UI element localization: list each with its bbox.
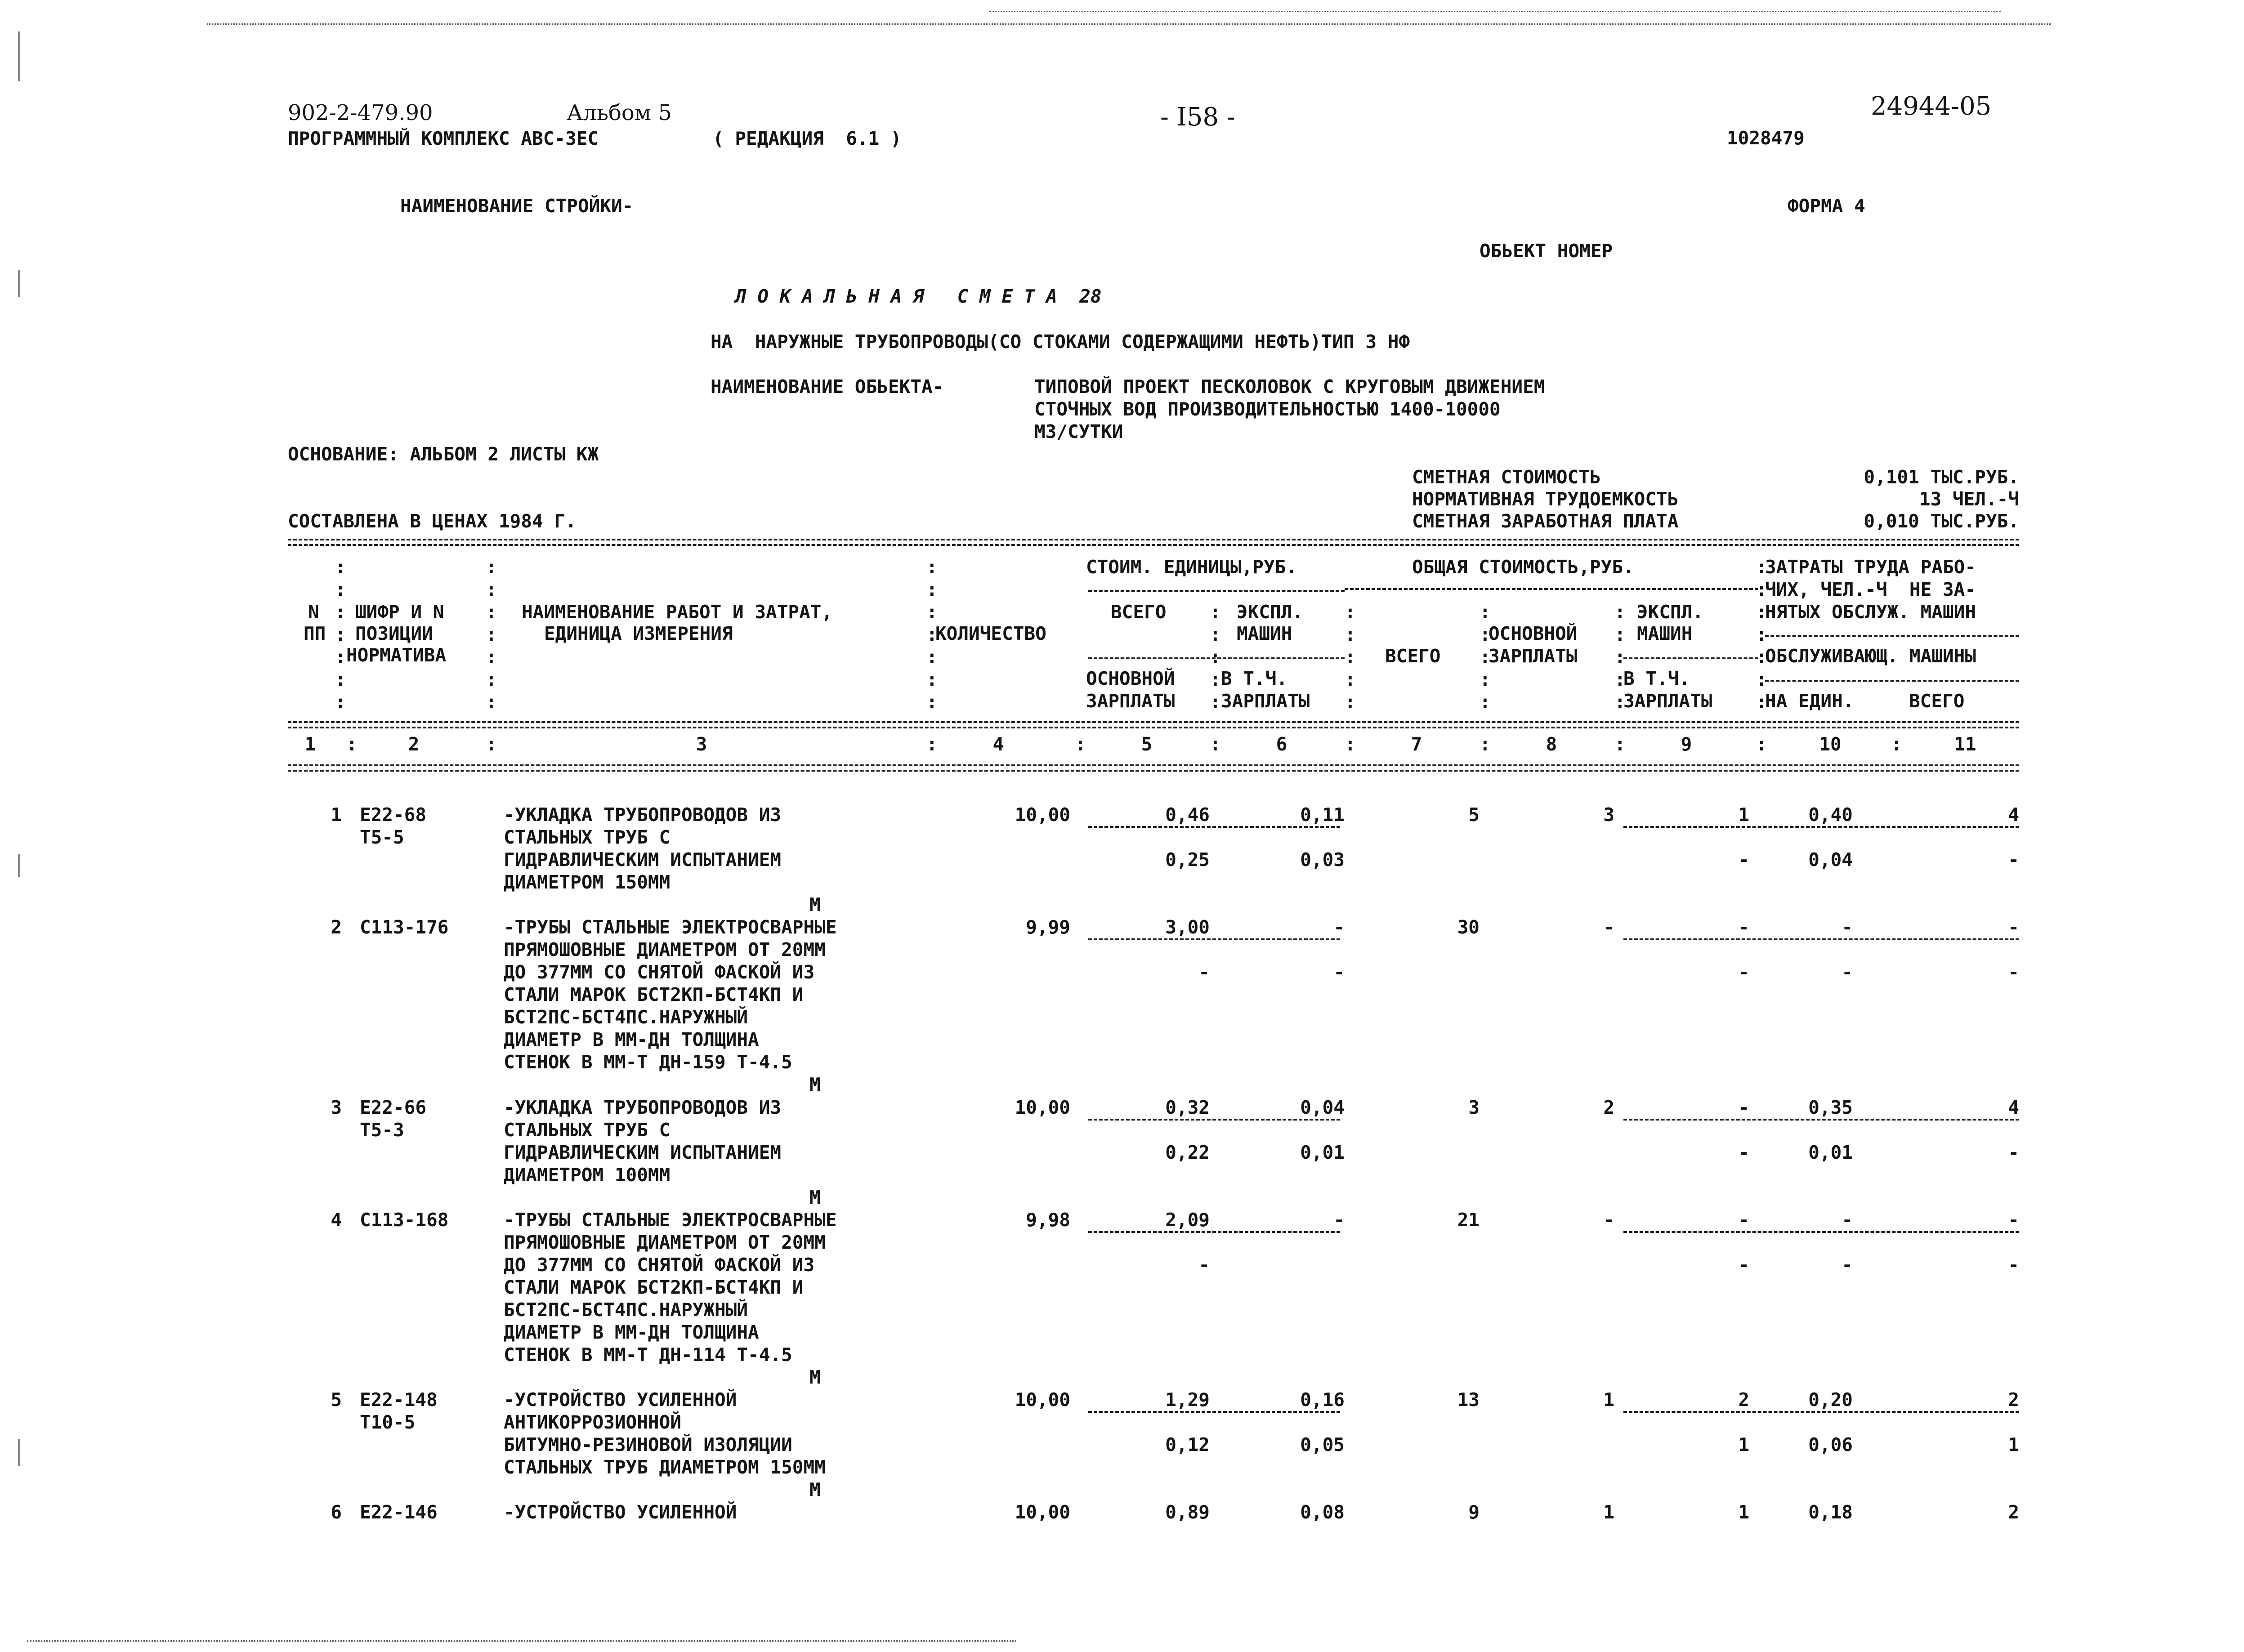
header-col1: N	[308, 601, 319, 623]
table-rule	[1765, 635, 2019, 637]
row-name: ГИДРАВЛИЧЕСКИМ ИСПЫТАНИЕМ	[504, 849, 782, 871]
column-number: 3	[696, 733, 707, 755]
row-labor-unit: 0,06	[1808, 1434, 1853, 1456]
row-quantity: 10,00	[1015, 1501, 1070, 1523]
row-labor-total: 1	[2008, 1434, 2019, 1456]
row-labor-total: 2	[2008, 1501, 2019, 1523]
row-unit: М	[809, 894, 821, 915]
row-name: ГИДРАВЛИЧЕСКИМ ИСПЫТАНИЕМ	[504, 1142, 782, 1163]
row-labor-unit: -	[1842, 916, 1853, 938]
summary-value: 0,101 ТЫС.РУБ.	[1864, 466, 2019, 488]
summary-label: СМЕТНАЯ ЗАРАБОТНАЯ ПЛАТА	[1412, 510, 1679, 532]
row-unit-incl-wage: 0,03	[1300, 849, 1345, 871]
prices-year-label: СОСТАВЛЕНА В ЦЕНАХ 1984 Г.	[288, 510, 577, 532]
table-rule	[288, 539, 2019, 540]
header-unit-cost: СТОИМ. ЕДИНИЦЫ,РУБ.	[1086, 556, 1297, 578]
row-name: СТЕНОК В ММ-Т ДН-114 Т-4.5	[504, 1344, 792, 1366]
object-name-line: М3/СУТКИ	[1034, 421, 1123, 442]
stamp-number: 24944-05	[1871, 92, 1992, 121]
row-name: ДО 377ММ СО СНЯТОЙ ФАСКОЙ ИЗ	[504, 1254, 815, 1276]
row-name: СТАЛЬНЫХ ТРУБ С	[504, 1119, 671, 1141]
column-separator: :	[1614, 733, 1626, 755]
row-code: С113-168	[360, 1209, 449, 1231]
cell-divider	[1623, 1231, 2019, 1233]
row-unit-machines: 0,16	[1300, 1389, 1345, 1411]
row-unit-base-wage: 0,22	[1165, 1142, 1210, 1163]
column-number: 5	[1141, 733, 1153, 755]
row-code: С113-176	[360, 916, 449, 938]
column-separator: : : : : : : :	[486, 556, 497, 713]
header-col3: НАИМЕНОВАНИЕ РАБОТ И ЗАТРАТ,	[522, 601, 833, 623]
row-labor-unit: -	[1842, 961, 1853, 983]
page-number: - I58 -	[1160, 103, 1235, 132]
row-labor-total: -	[2008, 916, 2019, 938]
header-total-base-wage: ОСНОВНОЙ	[1489, 623, 1578, 644]
page-title: Л О К А Л Ь Н А Я С М Е Т А 28	[735, 286, 1102, 307]
object-name-line: ТИПОВОЙ ПРОЕКТ ПЕСКОЛОВОК С КРУГОВЫМ ДВИЖЕНИЕМ	[1034, 376, 1545, 397]
left-binding-mark	[18, 31, 20, 81]
row-total-incl-wage: -	[1738, 961, 1749, 983]
header-total-incl-wage: В Т.Ч.	[1623, 668, 1690, 689]
row-code: Е22-146	[360, 1501, 438, 1523]
header-labor-per-unit: НА ЕДИН.	[1765, 690, 1854, 712]
column-separator: :	[1756, 733, 1767, 755]
table-rule	[1345, 588, 1758, 590]
header-labor: ЗАТРАТЫ ТРУДА РАБО-	[1765, 556, 1976, 578]
header-quantity: КОЛИЧЕСТВО	[935, 623, 1046, 644]
row-labor-total: -	[2008, 961, 2019, 983]
header-total-all: ВСЕГО	[1385, 645, 1441, 667]
column-separator: :	[346, 733, 358, 755]
table-rule	[288, 544, 2019, 546]
row-total-base-wage: -	[1603, 1209, 1614, 1231]
program-name: ПРОГРАММНЫЙ КОМПЛЕКС АВС-3ЕС	[288, 128, 599, 149]
row-labor-total: 2	[2008, 1389, 2019, 1411]
header-unit-total: ВСЕГО	[1111, 601, 1167, 623]
row-quantity: 10,00	[1015, 1389, 1070, 1411]
row-total-incl-wage: 1	[1738, 1434, 1749, 1456]
row-name: ДИАМЕТРОМ 100ММ	[504, 1164, 671, 1186]
column-number: 4	[992, 733, 1004, 755]
table-rule	[1765, 680, 2019, 682]
construction-label: НАИМЕНОВАНИЕ СТРОЙКИ-	[400, 195, 634, 217]
row-unit-incl-wage: 0,01	[1300, 1142, 1345, 1163]
row-total-machines: 1	[1738, 804, 1749, 826]
row-total-machines: -	[1738, 1097, 1749, 1118]
row-code: Т5-5	[360, 826, 404, 848]
cell-divider	[1088, 1119, 1340, 1121]
row-labor-unit: 0,01	[1808, 1142, 1853, 1163]
row-labor-unit: 0,18	[1808, 1501, 1853, 1523]
row-unit-base-wage: -	[1198, 1254, 1210, 1276]
left-binding-mark	[18, 270, 20, 297]
row-name: -УСТРОЙСТВО УСИЛЕННОЙ	[504, 1389, 737, 1411]
cell-divider	[1088, 938, 1340, 940]
row-number: 1	[331, 804, 342, 826]
row-code: Т10-5	[360, 1411, 416, 1433]
summary-label: НОРМАТИВНАЯ ТРУДОЕМКОСТЬ	[1412, 488, 1679, 510]
row-total-all: 5	[1468, 804, 1480, 826]
row-total-incl-wage: -	[1738, 1254, 1749, 1276]
row-unit-total: 1,29	[1165, 1389, 1210, 1411]
row-name: ДИАМЕТР В ММ-ДН ТОЛЩИНА	[504, 1029, 759, 1050]
column-separator: :	[926, 733, 938, 755]
row-total-all: 30	[1457, 916, 1480, 938]
header-labor: НЯТЫХ ОБСЛУЖ. МАШИН	[1765, 601, 1976, 623]
header-col2: ПОЗИЦИИ	[355, 623, 433, 644]
column-separator: :	[1891, 733, 1902, 755]
object-name-label: НАИМЕНОВАНИЕ ОБЬЕКТА-	[711, 376, 944, 397]
column-separator: :	[1345, 733, 1356, 755]
page-subtitle: НА НАРУЖНЫЕ ТРУБОПРОВОДЫ(СО СТОКАМИ СОДЕРЖАЩИМИ НЕФТЬ)ТИП 3 НФ	[711, 331, 1410, 353]
row-total-incl-wage: -	[1738, 1142, 1749, 1163]
top-scan-line	[207, 23, 2051, 25]
column-separator: :	[1210, 733, 1221, 755]
header-labor: ЧИХ, ЧЕЛ.-Ч НЕ ЗА-	[1765, 579, 1976, 600]
row-total-base-wage: -	[1603, 916, 1614, 938]
row-unit: М	[809, 1479, 821, 1500]
row-number: 4	[331, 1209, 342, 1231]
header-unit-base-wage: ЗАРПЛАТЫ	[1086, 690, 1175, 712]
doc-id: 1028479	[1727, 127, 1805, 149]
column-number: 6	[1276, 733, 1287, 755]
header-labor-total: ВСЕГО	[1909, 690, 1965, 712]
row-labor-total: 4	[2008, 1097, 2019, 1118]
row-unit-total: 3,00	[1165, 916, 1210, 938]
row-name: СТАЛИ МАРОК БСТ2КП-БСТ4КП И	[504, 984, 804, 1005]
cell-divider	[1088, 1231, 1340, 1233]
header-col2: ШИФР И N	[355, 601, 444, 623]
column-number: 2	[408, 733, 420, 755]
header-total-machines: ЭКСПЛ.	[1637, 601, 1704, 623]
object-name-line: СТОЧНЫХ ВОД ПРОИЗВОДИТЕЛЬНОСТЬЮ 1400-10000	[1034, 398, 1501, 420]
album-label: Альбом 5	[567, 100, 672, 125]
row-total-all: 9	[1468, 1501, 1480, 1523]
header-unit-incl-wage: В Т.Ч.	[1221, 668, 1288, 689]
column-number: 10	[1819, 733, 1842, 755]
row-number: 5	[331, 1389, 342, 1411]
column-separator: :	[1480, 733, 1491, 755]
row-unit: М	[809, 1187, 821, 1208]
row-unit: М	[809, 1366, 821, 1388]
row-quantity: 9,98	[1026, 1209, 1070, 1231]
table-rule	[1088, 590, 1345, 592]
row-unit-machines: -	[1333, 916, 1345, 938]
row-unit-machines: -	[1333, 1209, 1345, 1231]
row-labor-unit: 0,40	[1808, 804, 1853, 826]
row-name: БСТ2ПС-БСТ4ПС.НАРУЖНЫЙ	[504, 1299, 748, 1321]
table-rule	[288, 727, 2019, 728]
column-number: 9	[1681, 733, 1692, 755]
column-separator: : : : : :	[1480, 601, 1491, 713]
row-unit-machines: 0,11	[1300, 804, 1345, 826]
row-name: -ТРУБЫ СТАЛЬНЫЕ ЭЛЕКТРОСВАРНЫЕ	[504, 1209, 837, 1231]
column-separator: : : : : : : :	[926, 556, 938, 713]
row-name: -УСТРОЙСТВО УСИЛЕННОЙ	[504, 1501, 737, 1523]
header-total-cost: ОБЩАЯ СТОИМОСТЬ,РУБ.	[1412, 556, 1634, 578]
row-total-machines: 2	[1738, 1389, 1749, 1411]
row-labor-total: -	[2008, 1254, 2019, 1276]
row-name: ДИАМЕТРОМ 150ММ	[504, 871, 671, 893]
row-unit-total: 0,46	[1165, 804, 1210, 826]
summary-value: 13 ЧЕЛ.-Ч	[1919, 488, 2019, 510]
row-quantity: 9,99	[1026, 916, 1070, 938]
row-total-machines: 1	[1738, 1501, 1749, 1523]
table-rule	[288, 721, 2019, 723]
header-labor-service: ОБСЛУЖИВАЮЩ. МАШИНЫ	[1765, 645, 1976, 667]
row-name: АНТИКОРРОЗИОННОЙ	[504, 1411, 681, 1433]
row-name: ПРЯМОШОВНЫЕ ДИАМЕТРОМ ОТ 20ММ	[504, 939, 826, 960]
header-unit-machines: МАШИН	[1237, 623, 1292, 644]
row-name: -УКЛАДКА ТРУБОПРОВОДОВ ИЗ	[504, 804, 782, 826]
row-code: Е22-68	[360, 804, 427, 826]
cell-divider	[1088, 1411, 1340, 1413]
table-rule	[288, 764, 2019, 766]
row-total-all: 21	[1457, 1209, 1480, 1231]
cell-divider	[1623, 1119, 2019, 1121]
row-name: СТАЛИ МАРОК БСТ2КП-БСТ4КП И	[504, 1277, 804, 1298]
row-labor-total: -	[2008, 849, 2019, 871]
header-total-machines: МАШИН	[1637, 623, 1693, 644]
column-number: 7	[1411, 733, 1422, 755]
column-separator: : : : : : : :	[335, 556, 346, 713]
row-name: -ТРУБЫ СТАЛЬНЫЕ ЭЛЕКТРОСВАРНЫЕ	[504, 916, 837, 938]
column-separator: : : : : :	[1345, 601, 1356, 713]
row-unit-incl-wage: 0,05	[1300, 1434, 1345, 1456]
form-label: ФОРМА 4	[1788, 195, 1865, 217]
header-col2: НОРМАТИВА	[346, 644, 447, 666]
row-number: 3	[331, 1097, 342, 1118]
row-total-base-wage: 1	[1603, 1389, 1614, 1411]
left-binding-mark	[18, 854, 20, 877]
row-total-base-wage: 3	[1603, 804, 1614, 826]
row-labor-total: 4	[2008, 804, 2019, 826]
row-labor-total: -	[2008, 1209, 2019, 1231]
row-name: СТАЛЬНЫХ ТРУБ ДИАМЕТРОМ 150ММ	[504, 1456, 826, 1478]
row-unit: М	[809, 1074, 821, 1095]
row-number: 6	[331, 1501, 342, 1523]
row-labor-unit: 0,20	[1808, 1389, 1853, 1411]
cell-divider	[1623, 826, 2019, 828]
column-separator: :	[486, 733, 497, 755]
column-number: 8	[1546, 733, 1557, 755]
row-code: Е22-66	[360, 1097, 427, 1118]
row-total-base-wage: 2	[1603, 1097, 1614, 1118]
cell-divider	[1623, 1411, 2019, 1413]
row-name: -УКЛАДКА ТРУБОПРОВОДОВ ИЗ	[504, 1097, 782, 1118]
column-number: 1	[304, 733, 316, 755]
row-unit-base-wage: 0,12	[1165, 1434, 1210, 1456]
header-col1: ПП	[304, 623, 326, 644]
object-number-label: ОБЬЕКТ НОМЕР	[1480, 240, 1613, 262]
row-unit-machines: 0,04	[1300, 1097, 1345, 1118]
row-unit-total: 0,32	[1165, 1097, 1210, 1118]
row-total-incl-wage: -	[1738, 849, 1749, 871]
header-unit-base-wage: ОСНОВНОЙ	[1086, 668, 1175, 689]
column-separator: : : : : :	[1614, 601, 1626, 713]
header-unit-incl-wage: ЗАРПЛАТЫ	[1221, 690, 1310, 712]
bottom-scan-line	[27, 1640, 1016, 1642]
row-labor-unit: 0,35	[1808, 1097, 1853, 1118]
row-name: ДО 377ММ СО СНЯТОЙ ФАСКОЙ ИЗ	[504, 961, 815, 983]
row-name: ПРЯМОШОВНЫЕ ДИАМЕТРОМ ОТ 20ММ	[504, 1232, 826, 1253]
column-separator: :	[1075, 733, 1086, 755]
row-unit-machines: 0,08	[1300, 1501, 1345, 1523]
summary-value: 0,010 ТЫС.РУБ.	[1864, 510, 2019, 532]
column-separator: : : : : : : :	[1756, 556, 1767, 713]
row-total-machines: -	[1738, 1209, 1749, 1231]
row-name: СТАЛЬНЫХ ТРУБ С	[504, 826, 671, 848]
row-labor-total: -	[2008, 1142, 2019, 1163]
row-total-base-wage: 1	[1603, 1501, 1614, 1523]
row-number: 2	[331, 916, 342, 938]
left-binding-mark	[18, 1439, 20, 1466]
row-name: ДИАМЕТР В ММ-ДН ТОЛЩИНА	[504, 1322, 759, 1343]
row-code: Е22-148	[360, 1389, 438, 1411]
row-labor-unit: -	[1842, 1254, 1853, 1276]
row-quantity: 10,00	[1015, 804, 1070, 826]
header-total-base-wage: ЗАРПЛАТЫ	[1489, 645, 1578, 667]
table-rule	[288, 770, 2019, 772]
column-number: 11	[1954, 733, 1976, 755]
table-rule	[1623, 657, 1758, 659]
row-code: Т5-3	[360, 1119, 404, 1141]
row-unit-base-wage: -	[1198, 961, 1210, 983]
row-name: БИТУМНО-РЕЗИНОВОЙ ИЗОЛЯЦИИ	[504, 1434, 792, 1456]
cell-divider	[1088, 826, 1340, 828]
cell-divider	[1623, 938, 2019, 940]
edition-label: ( РЕДАКЦИЯ 6.1 )	[713, 128, 902, 149]
row-unit-total: 2,09	[1165, 1209, 1210, 1231]
row-unit-incl-wage: -	[1333, 961, 1345, 983]
doc-code: 902-2-479.90	[288, 100, 433, 125]
row-total-all: 13	[1457, 1389, 1480, 1411]
row-unit-total: 0,89	[1165, 1501, 1210, 1523]
top-scan-line-2	[989, 11, 2001, 12]
header-col3: ЕДИНИЦА ИЗМЕРЕНИЯ	[544, 623, 733, 644]
row-total-all: 3	[1468, 1097, 1480, 1118]
header-total-incl-wage: ЗАРПЛАТЫ	[1623, 690, 1712, 712]
column-separator: : : : : :	[1210, 601, 1221, 713]
header-unit-machines: ЭКСПЛ.	[1237, 601, 1304, 623]
row-labor-unit: 0,04	[1808, 849, 1853, 871]
summary-label: СМЕТНАЯ СТОИМОСТЬ	[1412, 466, 1601, 488]
row-name: БСТ2ПС-БСТ4ПС.НАРУЖНЫЙ	[504, 1006, 748, 1028]
basis-label: ОСНОВАНИЕ: АЛЬБОМ 2 ЛИСТЫ КЖ	[288, 443, 599, 465]
row-unit-base-wage: 0,25	[1165, 849, 1210, 871]
row-name: СТЕНОК В ММ-Т ДН-159 Т-4.5	[504, 1051, 792, 1073]
row-quantity: 10,00	[1015, 1097, 1070, 1118]
row-total-machines: -	[1738, 916, 1749, 938]
row-labor-unit: -	[1842, 1209, 1853, 1231]
